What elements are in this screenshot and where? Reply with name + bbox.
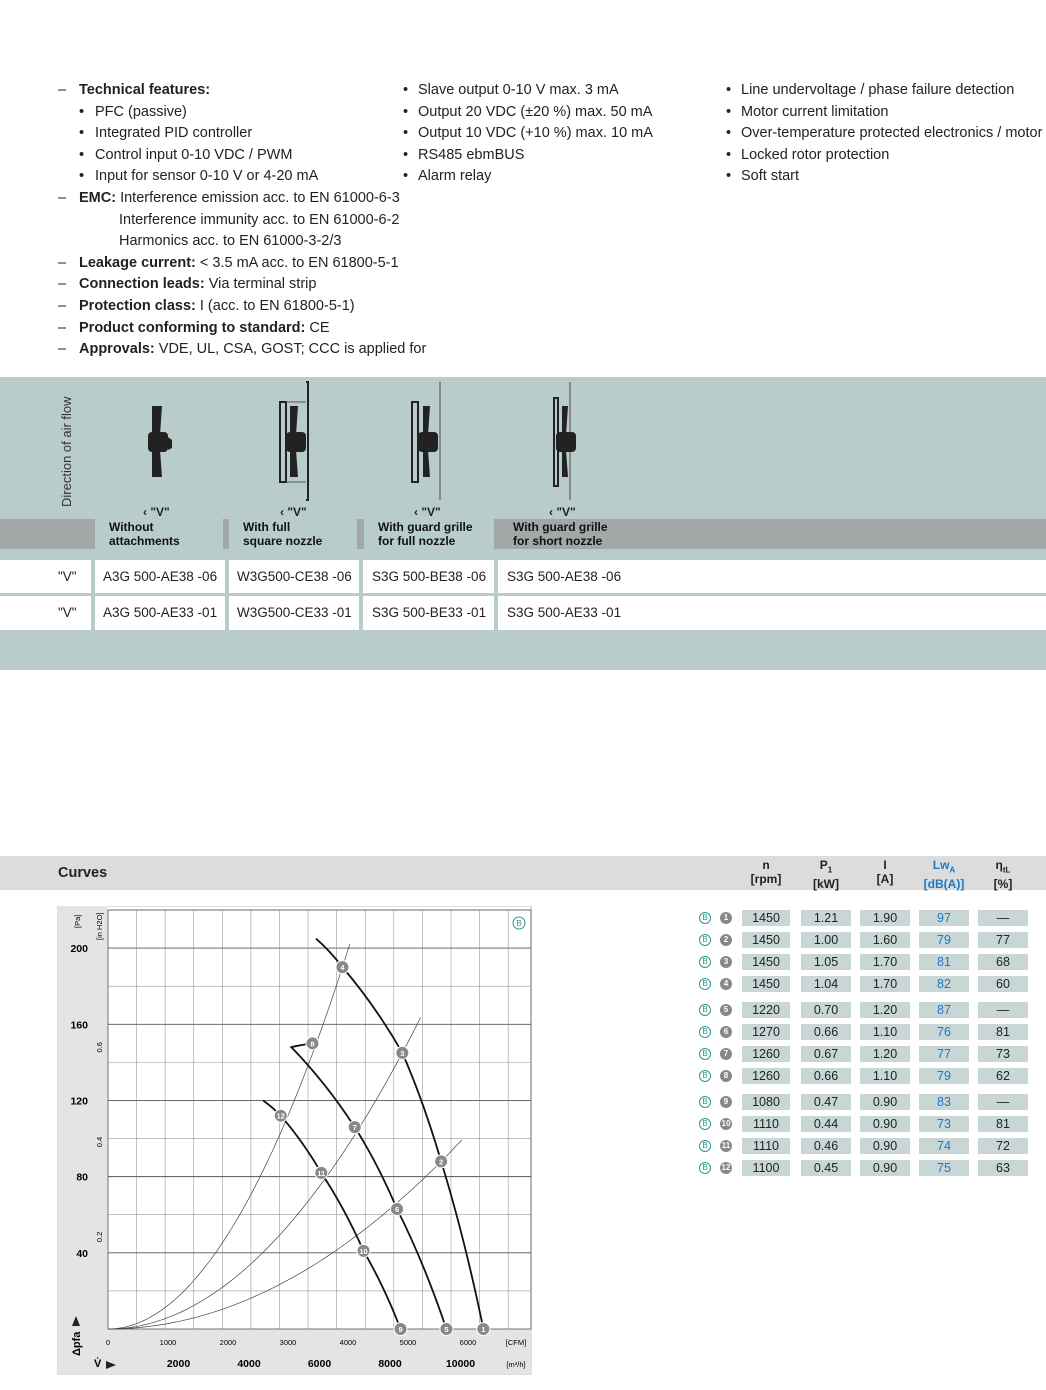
point-id-marker: 5 bbox=[720, 1004, 732, 1016]
feature-line bbox=[726, 166, 1046, 188]
table-cell-lw: 83 bbox=[919, 1094, 969, 1110]
v-marker-4: ‹ "V" bbox=[549, 505, 576, 519]
col-head-eta: $\eta_{tL}$ [%] bbox=[993, 858, 1013, 892]
table-cell-eta: 63 bbox=[978, 1160, 1028, 1176]
feature-text: I (acc. to EN 61800-5-1) bbox=[195, 297, 355, 314]
feature-text: < 3.5 mA acc. to EN 61800-5-1 bbox=[195, 254, 399, 271]
bullet-marker: • bbox=[403, 82, 409, 98]
feature-label: Protection class: bbox=[79, 297, 196, 314]
table-cell-eta: 68 bbox=[978, 954, 1028, 970]
feature-line bbox=[403, 145, 703, 167]
feature-line bbox=[403, 166, 703, 188]
x-tick-cfm: 4000 bbox=[339, 1338, 357, 1347]
feature-text: Via terminal strip bbox=[204, 276, 317, 293]
operating-point-label: 1 bbox=[481, 1325, 486, 1334]
table-cell-p: 1.05 bbox=[801, 954, 851, 970]
fan-without-attachments-drawing bbox=[148, 406, 172, 477]
table-cell-p: 1.21 bbox=[801, 910, 851, 926]
table-cell-lw: 87 bbox=[919, 1002, 969, 1018]
bullet-marker: • bbox=[403, 125, 409, 142]
feature-line bbox=[726, 80, 1046, 102]
x-tick-cfm: 6000 bbox=[459, 1338, 477, 1347]
table-cell-i: 0.90 bbox=[860, 1138, 910, 1154]
feature-text: VDE, UL, CSA, GOST; CCC is applied for bbox=[154, 341, 427, 358]
table-cell-eta: 81 bbox=[978, 1024, 1028, 1040]
feature-text: PFC (passive) bbox=[95, 103, 187, 120]
model-v: "V" bbox=[58, 605, 77, 620]
table-cell-lw: 97 bbox=[919, 910, 969, 926]
feature-text: Output 10 VDC (+10 %) max. 10 mA bbox=[418, 125, 653, 142]
table-cell-p: 0.47 bbox=[801, 1094, 851, 1110]
range-b-marker: B bbox=[699, 1118, 711, 1130]
table-cell-p: 0.44 bbox=[801, 1116, 851, 1132]
point-id-marker: 9 bbox=[720, 1096, 732, 1108]
point-id-marker: 12 bbox=[721, 1163, 731, 1172]
operating-point-label: 8 bbox=[310, 1039, 315, 1049]
operating-point-label: 10 bbox=[359, 1246, 368, 1256]
feature-line bbox=[58, 296, 408, 318]
x-tick-cfm: 0 bbox=[105, 1338, 111, 1347]
table-cell-n: 1080 bbox=[742, 1094, 790, 1110]
bullet-marker: • bbox=[403, 146, 409, 163]
corner-b-label: B bbox=[516, 919, 522, 928]
dash-marker: – bbox=[58, 319, 67, 336]
operating-point-label: 12 bbox=[276, 1111, 285, 1121]
table-cell-lw: 74 bbox=[919, 1138, 969, 1154]
feature-text: Over-temperature protected electronics / motor bbox=[741, 125, 1043, 142]
operating-point-label: 11 bbox=[317, 1168, 326, 1178]
operating-point-label: 9 bbox=[398, 1325, 403, 1334]
model-cell: W3G500-CE33 -01 bbox=[237, 605, 352, 620]
bullet-marker: • bbox=[726, 103, 732, 120]
table-cell-i: 1.10 bbox=[860, 1024, 910, 1040]
table-cell-eta: 62 bbox=[978, 1068, 1028, 1084]
feature-line bbox=[58, 188, 408, 210]
y-unit-pa: [Pa] bbox=[73, 914, 82, 928]
feature-line bbox=[58, 102, 408, 124]
feature-line bbox=[726, 145, 1046, 167]
table-cell-n: 1270 bbox=[742, 1024, 790, 1040]
bullet-marker: • bbox=[726, 125, 732, 142]
feature-label: Approvals: bbox=[79, 341, 155, 358]
table-cell-n: 1450 bbox=[742, 954, 790, 970]
dash-marker: – bbox=[58, 341, 67, 358]
header-without-attachments: Without attachments bbox=[109, 520, 180, 548]
direction-of-airflow-label: Direction of air flow bbox=[59, 396, 74, 507]
table-cell-i: 0.90 bbox=[860, 1160, 910, 1176]
table-cell-i: 1.90 bbox=[860, 910, 910, 926]
feature-line bbox=[58, 210, 408, 232]
feature-line bbox=[58, 274, 408, 296]
model-cell: W3G500-CE38 -06 bbox=[237, 569, 352, 584]
features-col1 bbox=[58, 80, 427, 361]
table-cell-i: 0.90 bbox=[860, 1094, 910, 1110]
feature-text: Soft start bbox=[741, 168, 800, 185]
v-marker-1: ‹ "V" bbox=[143, 505, 170, 519]
table-cell-lw: 76 bbox=[919, 1024, 969, 1040]
y-tick-pa: 160 bbox=[70, 1019, 88, 1032]
range-b-marker: B bbox=[699, 1026, 711, 1038]
x-tick-m3h: 10000 bbox=[445, 1358, 476, 1370]
table-cell-i: 1.70 bbox=[860, 954, 910, 970]
table-cell-i: 0.90 bbox=[860, 1116, 910, 1132]
range-b-marker: B bbox=[699, 1140, 711, 1152]
feature-text: Motor current limitation bbox=[741, 103, 889, 120]
feature-text: Interference emission acc. to EN 61000-6-3 bbox=[116, 189, 400, 206]
feature-line bbox=[58, 339, 427, 361]
table-cell-n: 1450 bbox=[742, 976, 790, 992]
point-id-marker: 10 bbox=[721, 1119, 731, 1128]
dash-marker: – bbox=[58, 297, 67, 314]
feature-text: Alarm relay bbox=[418, 168, 492, 185]
feature-line bbox=[58, 80, 408, 102]
table-cell-p: 1.00 bbox=[801, 932, 851, 948]
bullet-marker: • bbox=[726, 146, 732, 163]
model-cell: A3G 500-AE33 -01 bbox=[103, 605, 218, 620]
y-tick-inh2o: 0.2 bbox=[95, 1231, 104, 1243]
point-id-marker: 2 bbox=[720, 934, 732, 946]
header-guard-short-nozzle: With guard grille for short nozzle bbox=[513, 520, 608, 548]
table-cell-p: 0.46 bbox=[801, 1138, 851, 1154]
feature-text: CE bbox=[305, 319, 330, 336]
table-cell-n: 1100 bbox=[742, 1160, 790, 1176]
table-cell-p: 0.67 bbox=[801, 1046, 851, 1062]
table-cell-lw: 79 bbox=[919, 932, 969, 948]
table-cell-p: 0.66 bbox=[801, 1024, 851, 1040]
features-col3 bbox=[726, 80, 1046, 188]
bullet-marker: • bbox=[403, 168, 409, 185]
row-separator bbox=[0, 593, 1046, 596]
range-b-marker: B bbox=[699, 934, 711, 946]
feature-line bbox=[58, 166, 408, 188]
bullet-marker: • bbox=[726, 82, 732, 98]
dash-marker: – bbox=[58, 254, 67, 271]
range-b-marker: B bbox=[699, 1004, 711, 1016]
dash-marker: – bbox=[58, 276, 67, 293]
range-b-marker: B bbox=[699, 1162, 711, 1174]
model-cell: A3G 500-AE38 -06 bbox=[103, 569, 218, 584]
x-tick-cfm: 3000 bbox=[279, 1338, 297, 1347]
table-cell-eta: 81 bbox=[978, 1116, 1028, 1132]
bullet-marker: • bbox=[79, 125, 85, 142]
fan-drawings bbox=[90, 380, 650, 518]
table-cell-lw: 77 bbox=[919, 1046, 969, 1062]
range-b-marker: B bbox=[699, 1096, 711, 1108]
range-b-marker: B bbox=[699, 978, 711, 990]
point-id-marker: 11 bbox=[721, 1141, 731, 1150]
table-cell-eta: 73 bbox=[978, 1046, 1028, 1062]
feature-text: Slave output 0-10 V max. 3 mA bbox=[418, 82, 619, 98]
model-cell: S3G 500-BE33 -01 bbox=[372, 605, 487, 620]
table-cell-p: 1.04 bbox=[801, 976, 851, 992]
feature-text: Integrated PID controller bbox=[95, 125, 253, 142]
feature-label: Product conforming to standard: bbox=[79, 319, 306, 336]
x-axis-label: V̇ bbox=[94, 1358, 102, 1370]
feature-text: Locked rotor protection bbox=[741, 146, 890, 163]
v-marker-3: ‹ "V" bbox=[414, 505, 441, 519]
feature-text: Control input 0-10 VDC / PWM bbox=[95, 146, 293, 163]
x-unit-cfm: [CFM] bbox=[505, 1338, 527, 1347]
table-cell-i: 1.20 bbox=[860, 1046, 910, 1062]
model-v: "V" bbox=[58, 569, 77, 584]
fan-guard-full-nozzle-drawing bbox=[412, 382, 440, 500]
col-head-n: n [rpm] bbox=[750, 858, 782, 886]
table-cell-eta: 77 bbox=[978, 932, 1028, 948]
table-cell-n: 1450 bbox=[742, 932, 790, 948]
table-cell-n: 1450 bbox=[742, 910, 790, 926]
feature-text: RS485 ebmBUS bbox=[418, 146, 525, 163]
operating-point-label: 3 bbox=[400, 1048, 405, 1058]
table-cell-lw: 75 bbox=[919, 1160, 969, 1176]
table-cell-n: 1260 bbox=[742, 1046, 790, 1062]
table-cell-i: 1.10 bbox=[860, 1068, 910, 1084]
dash-marker: – bbox=[58, 82, 67, 98]
x-tick-cfm: 5000 bbox=[399, 1338, 417, 1347]
operating-point-label: 4 bbox=[340, 963, 345, 973]
models-bottom-band bbox=[0, 630, 1046, 670]
feature-line bbox=[726, 102, 1046, 124]
table-cell-i: 1.60 bbox=[860, 932, 910, 948]
point-id-marker: 8 bbox=[720, 1070, 732, 1082]
feature-text: Line undervoltage / phase failure detection bbox=[741, 82, 1015, 98]
point-id-marker: 1 bbox=[720, 912, 732, 924]
feature-text: Input for sensor 0-10 V or 4-20 mA bbox=[95, 168, 319, 185]
table-cell-lw: 79 bbox=[919, 1068, 969, 1084]
features-col2 bbox=[403, 80, 703, 188]
table-cell-lw: 73 bbox=[919, 1116, 969, 1132]
x-tick-m3h: 8000 bbox=[378, 1358, 402, 1370]
table-cell-p: 0.45 bbox=[801, 1160, 851, 1176]
y-unit-inh2o: [in H2O] bbox=[95, 912, 104, 940]
y-tick-inh2o: 0.6 bbox=[95, 1042, 104, 1053]
point-id-marker: 7 bbox=[720, 1048, 732, 1060]
table-cell-lw: 82 bbox=[919, 976, 969, 992]
table-cell-n: 1260 bbox=[742, 1068, 790, 1084]
y-tick-pa: 40 bbox=[76, 1247, 88, 1260]
y-tick-pa: 200 bbox=[70, 943, 88, 956]
y-tick-inh2o: 0.4 bbox=[95, 1136, 104, 1148]
bullet-marker: • bbox=[79, 168, 85, 185]
table-cell-eta: — bbox=[978, 910, 1028, 926]
model-cell: S3G 500-BE38 -06 bbox=[372, 569, 487, 584]
range-b-marker: B bbox=[699, 912, 711, 924]
point-id-marker: 4 bbox=[720, 978, 732, 990]
feature-label: EMC: bbox=[79, 189, 117, 206]
range-b-marker: B bbox=[699, 956, 711, 968]
table-cell-eta: 60 bbox=[978, 976, 1028, 992]
feature-line bbox=[403, 80, 703, 102]
col-head-lwa: $Lw_A$ [dB(A)] bbox=[923, 858, 965, 892]
feature-label: Technical features: bbox=[79, 82, 211, 98]
point-id-marker: 3 bbox=[720, 956, 732, 968]
models-gap-band bbox=[0, 549, 1046, 560]
feature-line bbox=[403, 123, 703, 145]
x-tick-m3h: 4000 bbox=[237, 1358, 261, 1370]
characteristic-curves-chart bbox=[56, 906, 536, 1376]
x-tick-m3h: 6000 bbox=[307, 1358, 332, 1370]
curves-title: Curves bbox=[58, 865, 108, 881]
feature-label: Connection leads: bbox=[79, 276, 205, 293]
table-cell-i: 1.70 bbox=[860, 976, 910, 992]
col-head-i: I [A] bbox=[876, 858, 894, 886]
y-tick-pa: 120 bbox=[70, 1095, 88, 1108]
feature-text: Output 20 VDC (±20 %) max. 50 mA bbox=[418, 103, 653, 120]
operating-point-label: 6 bbox=[394, 1205, 400, 1215]
model-cell: S3G 500-AE33 -01 bbox=[507, 605, 622, 620]
operating-point-label: 2 bbox=[439, 1157, 444, 1167]
table-cell-p: 0.70 bbox=[801, 1002, 851, 1018]
bullet-marker: • bbox=[79, 103, 85, 120]
feature-line bbox=[58, 145, 408, 167]
feature-line bbox=[58, 318, 408, 340]
v-marker-2: ‹ "V" bbox=[280, 505, 307, 519]
table-cell-eta: — bbox=[978, 1094, 1028, 1110]
feature-line bbox=[403, 102, 703, 124]
table-cell-eta: — bbox=[978, 1002, 1028, 1018]
x-tick-m3h: 2000 bbox=[166, 1358, 191, 1370]
bullet-marker: • bbox=[726, 168, 732, 185]
chart-frame bbox=[58, 906, 531, 1374]
feature-line bbox=[726, 123, 1046, 145]
table-cell-n: 1110 bbox=[742, 1116, 790, 1132]
table-cell-n: 1220 bbox=[742, 1002, 790, 1018]
x-tick-cfm: 2000 bbox=[219, 1338, 237, 1347]
feature-text: Interference immunity acc. to EN 61000-6-2 bbox=[119, 211, 400, 228]
feature-label: Leakage current: bbox=[79, 254, 196, 271]
range-b-marker: B bbox=[699, 1048, 711, 1060]
fan-guard-short-nozzle-drawing bbox=[554, 382, 576, 500]
y-axis-band bbox=[58, 906, 108, 1329]
bullet-marker: • bbox=[403, 103, 409, 120]
feature-line bbox=[58, 123, 408, 145]
header-guard-full-nozzle: With guard grille for full nozzle bbox=[378, 520, 473, 548]
dash-marker: – bbox=[58, 189, 67, 206]
col-head-p1: $P_1$ [kW] bbox=[813, 858, 839, 892]
operating-point-label: 7 bbox=[352, 1123, 357, 1133]
feature-text: Harmonics acc. to EN 61000-3-2/3 bbox=[119, 233, 342, 250]
bullet-marker: • bbox=[79, 146, 85, 163]
range-b-marker: B bbox=[699, 1070, 711, 1082]
x-unit-m3h: [m³/h] bbox=[506, 1360, 526, 1369]
header-full-nozzle: With full square nozzle bbox=[243, 520, 323, 548]
y-tick-pa: 80 bbox=[76, 1171, 88, 1184]
table-cell-n: 1110 bbox=[742, 1138, 790, 1154]
feature-line bbox=[58, 231, 408, 253]
fan-full-nozzle-drawing bbox=[280, 382, 308, 500]
table-cell-p: 0.66 bbox=[801, 1068, 851, 1084]
point-id-marker: 6 bbox=[720, 1026, 732, 1038]
model-cell: S3G 500-AE38 -06 bbox=[507, 569, 622, 584]
table-cell-eta: 72 bbox=[978, 1138, 1028, 1154]
table-cell-i: 1.20 bbox=[860, 1002, 910, 1018]
feature-line bbox=[58, 253, 408, 275]
y-axis-label: Δpfa bbox=[71, 1331, 83, 1356]
x-tick-cfm: 1000 bbox=[159, 1338, 177, 1347]
table-cell-lw: 81 bbox=[919, 954, 969, 970]
operating-point-label: 5 bbox=[444, 1325, 449, 1334]
